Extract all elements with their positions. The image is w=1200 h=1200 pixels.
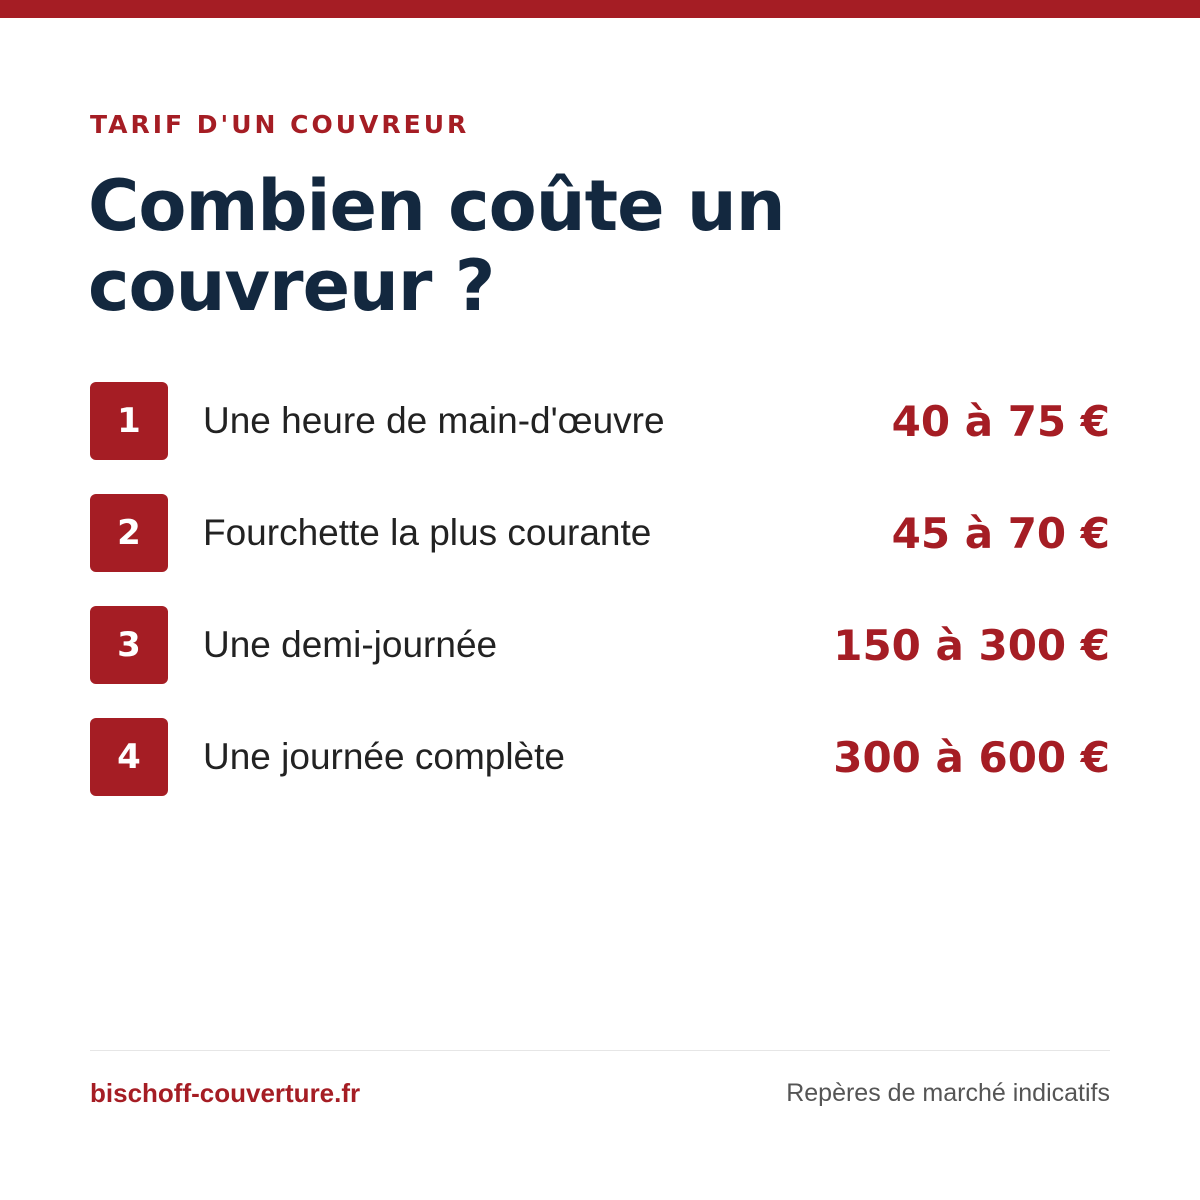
item-price: 40 à 75 € (891, 396, 1110, 446)
item-label: Une journée complète (203, 736, 565, 777)
list-item (90, 382, 1110, 460)
item-label: Une heure de main-d'œuvre (203, 400, 665, 441)
footer-divider (90, 1050, 1110, 1051)
item-number-badge: 3 (90, 606, 168, 684)
item-label: Une demi-journée (203, 624, 498, 665)
item-label: Fourchette la plus courante (203, 512, 652, 553)
item-number-badge: 4 (90, 718, 168, 796)
item-number-badge: 2 (90, 494, 168, 572)
website-link[interactable]: bischoff-couverture.fr (90, 1078, 361, 1108)
list-item (90, 606, 1110, 684)
eyebrow-label: TARIF D'UN COUVREUR (90, 110, 470, 139)
top-accent-bar (0, 0, 1200, 18)
footer-note: Repères de marché indicatifs (786, 1079, 1110, 1107)
item-price: 300 à 600 € (833, 732, 1110, 782)
item-price: 150 à 300 € (833, 620, 1110, 670)
price-list (90, 382, 1110, 830)
list-item (90, 718, 1110, 796)
page-title: Combien coûte un couvreur ? (88, 165, 785, 327)
list-item (90, 494, 1110, 572)
item-number-badge: 1 (90, 382, 168, 460)
item-price: 45 à 70 € (891, 508, 1110, 558)
